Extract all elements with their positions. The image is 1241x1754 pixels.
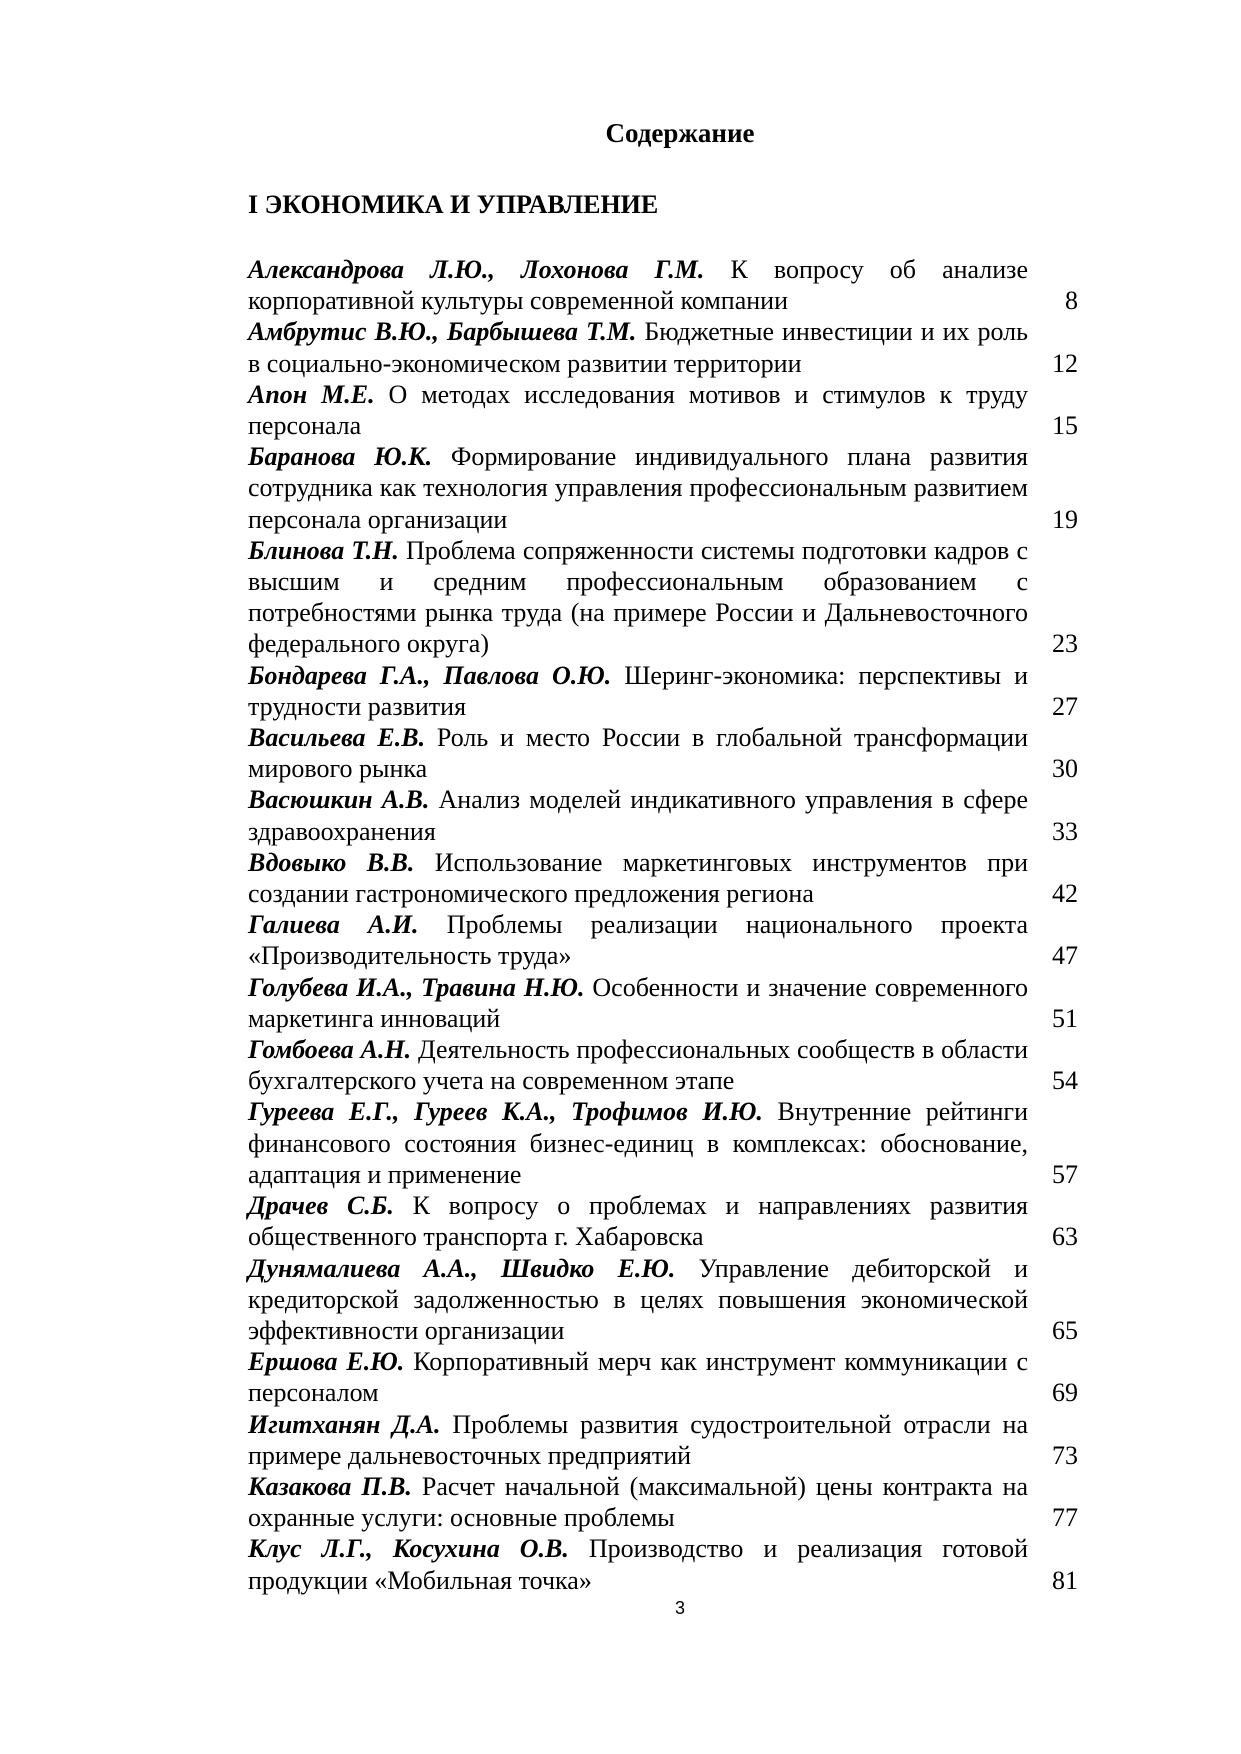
entry-author: Апон М.Е. [248,379,375,409]
entry-author: Блинова Т.Н. [248,535,399,565]
toc-entry [248,972,1078,1034]
entry-text [248,441,1028,535]
entry-author: Ершова Е.Ю. [248,1347,405,1377]
entry-title: К вопросу об анализе корпоративной культуры современной компании [248,255,1028,316]
entry-title: Проблема сопряженности системы подготовки кадров с высшим и средним профессиональным образованием с потребностями рынка труда (на примере России и Дальневосточного федерального округа) [248,535,1028,659]
entry-author: Бондарева Г.А., Павлова О.Ю. [248,660,612,690]
entry-author: Дунямалиева А.А., Швидко Е.Ю. [248,1253,676,1283]
entry-title: Использование маркетинговых инструментов при создании гастрономического предложения региона [248,847,1028,909]
entry-title: Бюджетные инвестиции и их роль в социально-экономическом развитии территории [248,317,1028,378]
entry-page-number: 51 [1052,1003,1078,1033]
entry-page-number: 69 [1052,1378,1078,1408]
entry-title: Особенности и значение современного маркетинга инноваций [248,972,1029,1033]
entry-author: Вдовыко В.В. [248,847,415,877]
entry-text [248,972,1028,1034]
toc-entry [248,316,1078,378]
toc-entry [248,1471,1078,1533]
entry-page-number: 73 [1052,1440,1078,1470]
entry-text [248,1253,1028,1347]
section-heading: I ЭКОНОМИКА И УПРАВЛЕНИЕ [248,190,659,219]
entry-page-number: 30 [1052,754,1078,784]
entry-title: Расчет начальной (максимальной) цены контракта на охранные услуги: основные проблемы [248,1471,1029,1533]
entry-author: Галиева А.И. [248,910,419,940]
entry-page-number: 81 [1052,1565,1078,1595]
entry-text [248,722,1028,784]
entry-author: Васильева Е.В. [248,723,426,753]
entry-page-number: 19 [1052,504,1078,534]
entry-title: Внутренние рейтинги финансового состояния бизнес-единиц в комплексах: обоснование, адаптация и применение [248,1097,1028,1189]
entry-title: Проблемы развития судостроительной отрасли на примере дальневосточных предприятий [248,1409,1028,1470]
entry-title: Корпоративный мерч как инструмент коммуникации с персоналом [248,1347,1028,1408]
entry-text [248,784,1028,846]
entry-page-number: 12 [1052,348,1078,378]
entry-text [248,1096,1028,1190]
entry-page-number: 57 [1052,1159,1078,1189]
entry-text [248,1533,1028,1595]
entry-page-number: 8 [1065,286,1078,316]
entry-text [248,1346,1028,1408]
entry-text [248,379,1028,441]
entry-page-number: 65 [1052,1315,1078,1345]
toc-entry [248,1409,1078,1471]
page-title: Содержание [605,118,755,148]
entry-title: К вопросу о проблемах и направлениях развития общественного транспорта г. Хабаровска [248,1191,1028,1252]
entry-author: Голубева И.А., Травина Н.Ю. [248,972,585,1002]
toc-entry [248,660,1078,722]
toc-entry [248,254,1078,316]
entry-title: Анализ моделей индикативного управления в сфере здравоохранения [248,785,1028,846]
toc-entry [248,379,1078,441]
entry-text [248,254,1028,316]
toc-entry [248,909,1078,971]
entry-page-number: 77 [1052,1503,1078,1533]
entry-author: Гомбоева А.Н. [248,1035,412,1065]
table-of-contents [248,254,1078,1596]
entry-title: Деятельность профессиональных сообществ в области бухгалтерского учета на современном этапе [248,1035,1028,1096]
entry-text [248,535,1028,660]
entry-title: О методах исследования мотивов и стимулов к труду персонала [248,379,1029,441]
entry-page-number: 42 [1052,879,1078,909]
toc-entry [248,1034,1078,1096]
entry-author: Клус Л.Г., Косухина О.В. [248,1534,569,1564]
entry-page-number: 27 [1052,691,1078,721]
entry-page-number: 15 [1052,411,1078,441]
entry-author: Игитханян Д.А. [248,1409,441,1439]
entry-text [248,847,1028,909]
entry-title: Управление дебиторской и кредиторской задолженностью в целях повышения экономической эффективности организации [248,1253,1028,1345]
entry-author: Казакова П.В. [248,1471,412,1501]
entry-author: Васюшкин А.В. [248,785,430,815]
entry-text [248,660,1028,722]
entry-text [248,1409,1028,1471]
toc-entry [248,441,1078,535]
entry-page-number: 47 [1052,941,1078,971]
entry-title: Роль и место России в глобальной трансформации мирового рынка [248,723,1028,784]
entry-author: Амбрутис В.Ю., Барбышева Т.М. [248,317,637,347]
entry-author: Драчев С.Б. [248,1191,394,1221]
entry-author: Гуреева Е.Г., Гуреев К.А., Трофимов И.Ю. [248,1097,763,1127]
toc-entry [248,1253,1078,1347]
entry-text [248,1034,1028,1096]
page-number: 3 [674,1598,685,1618]
entry-page-number: 33 [1052,816,1078,846]
entry-text [248,909,1028,971]
entry-page-number: 63 [1052,1222,1078,1252]
entry-text [248,316,1028,378]
toc-entry [248,847,1078,909]
entry-author: Александрова Л.Ю., Лохонова Г.М. [248,255,705,284]
entry-title: Формирование индивидуального плана развития сотрудника как технология управления профессиональным развитием персонала организации [248,442,1029,534]
toc-entry [248,535,1078,660]
entry-title: Шеринг-экономика: перспективы и трудности развития [248,660,1028,721]
toc-entry [248,722,1078,784]
entry-text [248,1190,1028,1252]
toc-entry [248,1096,1078,1190]
entry-author: Баранова Ю.К. [248,442,433,472]
entry-title: Проблемы реализации национального проекта «Производительность труда» [248,910,1029,971]
toc-entry [248,1190,1078,1252]
entry-page-number: 23 [1052,629,1078,659]
toc-entry [248,1533,1078,1595]
toc-entry [248,1346,1078,1408]
entry-page-number: 54 [1052,1066,1078,1096]
entry-title: Производство и реализация готовой продукции «Мобильная точка» [248,1534,1028,1595]
toc-entry [248,784,1078,846]
entry-text [248,1471,1028,1533]
